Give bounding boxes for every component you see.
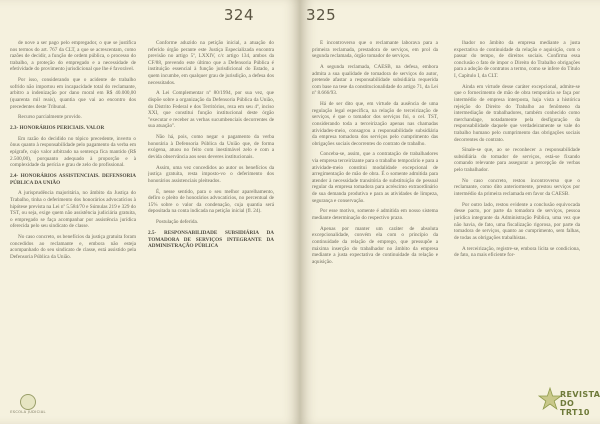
logo-line: DO TRT10 xyxy=(560,399,590,417)
logo-text xyxy=(560,390,600,417)
paragraph: No caso concreto, restou incontroverso que o reclamante, como dito anteriormente, prestou serviços por intermédio da primeira reclamada em favor da CAESB. xyxy=(454,177,580,198)
paragraph: Recurso parcialmente provido. xyxy=(18,114,82,121)
text-column-1 xyxy=(10,40,136,396)
paragraph: É, nesse sentido, para o seu melhor aparelhamento, defiro o pleito de honorários advocatícios, no percentual de 15% sobre o valor da condenação, cuja quantia será depositada na conta indicada na petição inicial (fl. 24). xyxy=(148,188,274,215)
paragraph: No caso concreto, os benefícios da justiça gratuita foram concedidos ao reclamante e, embora não esteja acompanhado do seu sindicato de classe, está assistido pela Defensoria Pública da União. xyxy=(10,234,136,260)
page-number: 324 xyxy=(223,6,254,24)
logo-line: REVISTA xyxy=(560,390,600,399)
logo-caption: ESCOLA JUDICIAL xyxy=(10,410,46,414)
paragraph: A segunda reclamada, CAESB, na defesa, embora admita a sua qualidade de tomadora de serviços do autor, pretende afastar a responsabilidade subsidiária requerida com base na tese da constitucionalidade do artigo 71, da Lei nº 8.666/93. xyxy=(312,63,438,97)
text-column-2 xyxy=(454,40,580,396)
text-column-1 xyxy=(312,40,438,396)
paragraph: A Lei Complementar nº 80/1994, por sua vez, que dispõe sobre a organização da Defensoria Pública da União, do Distrito Federal e dos Territórios, reza em seu 4º, inciso XXI, que constitui função institucional deste órgão "executar e receber as verbas sucumbenciais decorrentes de sua atuação". xyxy=(148,90,274,130)
paragraph: Ainda em virtude desse caráter excepcional, admite-se que o fornecimento de mão de obra temporária se faça por intermédio de empresa interposta, haja vista a histórica rejeição do Direito do Trabalho ao fenômeno da intermediação de trabalhadores, também conhecido como merchandage, notadamente pela desfiguração da responsabilidade daquele que verdadeiramente se vale do trabalho humano pelo cumprimento das obrigações sociais decorrentes do contrato. xyxy=(454,83,580,143)
section-heading: 2.4- HONORÁRIOS ASSISTENCIAIS. DEFENSORIA PÚBLICA DA UNIÃO xyxy=(10,173,136,186)
paragraph: Em razão do decidido no tópico precedente, inverto o ônus quanto à responsabilidade pelo pagamento da verba em epígrafe, cujo valor arbitrado na sentença fica mantido (R$ 2.500,00), porquanto adequado à proporção e à complexidade da perícia e grau de zelo do profissional. xyxy=(10,135,136,169)
paragraph: Há de ser dito que, em virtude da ausência de uma regulação legal específica, na relação de terceirização de serviços, é que o tomador dos serviços foi, o cel. TST, considerando toda a terceirização apenas nas chamadas atividades-meio, consagrou a responsabilidade subsidiária da empresa tomadora dos serviços pelo cumprimento das obrigações sociais decorrentes do contrato de trabalho. xyxy=(312,101,438,147)
text-column-2 xyxy=(148,40,274,396)
paragraph: Por outro lado, restou evidente a conclusão equivocada desse pacto, por parte da tomadora de serviços, pessoa jurídica integrante da Administração Pública, uma vez que não havia, de fato, uma fiscalização rigorosa, por parte da tomadora de serviços, quanto ao cumprimento, sem falhas, de todas as obrigações trabalhistas. xyxy=(454,201,580,241)
paragraph: Apenas por manter um caráter de absoluta excepcionalidade, convém ela com o princípio da continuidade da relação de emprego, que pressupõe a máxima inserção do trabalhador no âmbito da empresa mediante a justa expectativa de continuidade da relação e aquisição. xyxy=(312,225,438,265)
paragraph: É incontroverso que o reclamante laborava para a primeira reclamada, prestadora de serviços, em prol da segunda reclamada, órgão tomador de serviços. xyxy=(312,40,438,60)
right-page xyxy=(300,0,600,424)
paragraph: Postulação deferida. xyxy=(156,219,199,226)
section-heading: 2.5- RESPONSABILIDADE SUBSIDIÁRIA DA TOMADORA DE SERVIÇOS INTEGRANTE DA ADMINISTRAÇÃO PÚBLICA xyxy=(148,229,274,250)
paragraph: Não há, pois, como negar o pagamento da verba honorária à Defensoria Pública da União que, de forma exógena, atuou no feito com inestimável zelo e com a devida observância aos seus deveres institucionais. xyxy=(148,134,274,160)
seal-icon xyxy=(20,394,36,410)
escola-judicial-logo xyxy=(8,394,48,418)
revista-trt10-logo xyxy=(538,384,600,420)
paragraph: A jurisprudência majoritária, no âmbito da Justiça do Trabalho, tinha o deferimento dos honorários advocatícios à hipótese prevista na Lei nº 5.584/70 e Súmulas 219 e 329 do TST, ou seja, exige quem não assistência judiciária gratuita, o empregado se faça acompanhar por assistência jurídica oferecida pelo seu sindicato de classe. xyxy=(10,190,136,230)
paragraph: Por esse motivo, somente é admitida em nosso sistema mediante determinação do respectivo prazo. xyxy=(312,208,438,221)
paragraph: A terceirização, registre-se, embora lícita se condiciona, de fato, na mais eficiente for- xyxy=(454,245,580,259)
section-heading: 2.3- HONORÁRIOS PERICIAIS. VALOR xyxy=(10,125,105,132)
paragraph: Sinale-se que, ao se reconhecer a responsabilidade subsidiária do tomador de serviços, está-se fixando comando relevante para assegurar a percepção de verbas pelo trabalhador. xyxy=(454,147,580,174)
paragraph: de nove a ser pago pelo empregador, o que se justifica nos termos do art. 767 da CLT, a que se acrescentam, como razões de decidir, a função de ordem pública, o processo do trabalho, a proteção do empregado e a necessidade de efetividade do provimento jurisdicional que lhe é favorável. xyxy=(10,40,136,73)
paragraph: Conceba-se, assim, que a contratação de trabalhadores via empresa terceirizante para o trabalho temporário e para a atividade-meio constitui modalidade excepcional de arregimentação de mão de obra. É o somente admitida para atender à necessidade transitória de substituição de pessoal regular da empresa tomadora para acréscimo extraordinário de sua demanda produtiva e para as atividades de limpeza, segurança e conservação. xyxy=(312,151,438,204)
page-number: 325 xyxy=(306,6,337,24)
paragraph: Assim, uma vez concedidos ao autor os benefícios da justiça gratuita, resta imposto-vo o deferimento dos honorários assistenciais pleiteados. xyxy=(148,164,274,184)
paragraph: lhador no âmbito da empresa mediante a justa expectativa de continuidade da relação e aquisição, com o passar do tempo, de direitos sociais. Confirma essa conclusão o fato de impor o Direito do Trabalho obrigações para a adoção de contratos a termo, como se infere do Título I, Capítulo I, da CLT. xyxy=(454,40,580,79)
paragraph: Por isso, considerando que o acidente de trabalho sofrido não importou em incapacidade total do reclamante, arbitro a indenização por dano moral em R$ 40.000,00 (quarenta mil reais), quantia que vai ao encontro dos precedentes deste Tribunal. xyxy=(10,77,136,110)
paragraph: Conforme aduzido na petição inicial, a atuação do referido órgão perante este Justiça Especializada encontra previsão no artigo 5º, LXXIV, c/c artigo 134, ambos da CF/88, prevendo este último que a Defensoria Pública é instituição essencial à função jurisdicional do Estado, a quem incumbe, em qualquer grau de jurisdição, a defesa dos necessitados. xyxy=(148,40,274,86)
star-icon xyxy=(538,386,562,416)
